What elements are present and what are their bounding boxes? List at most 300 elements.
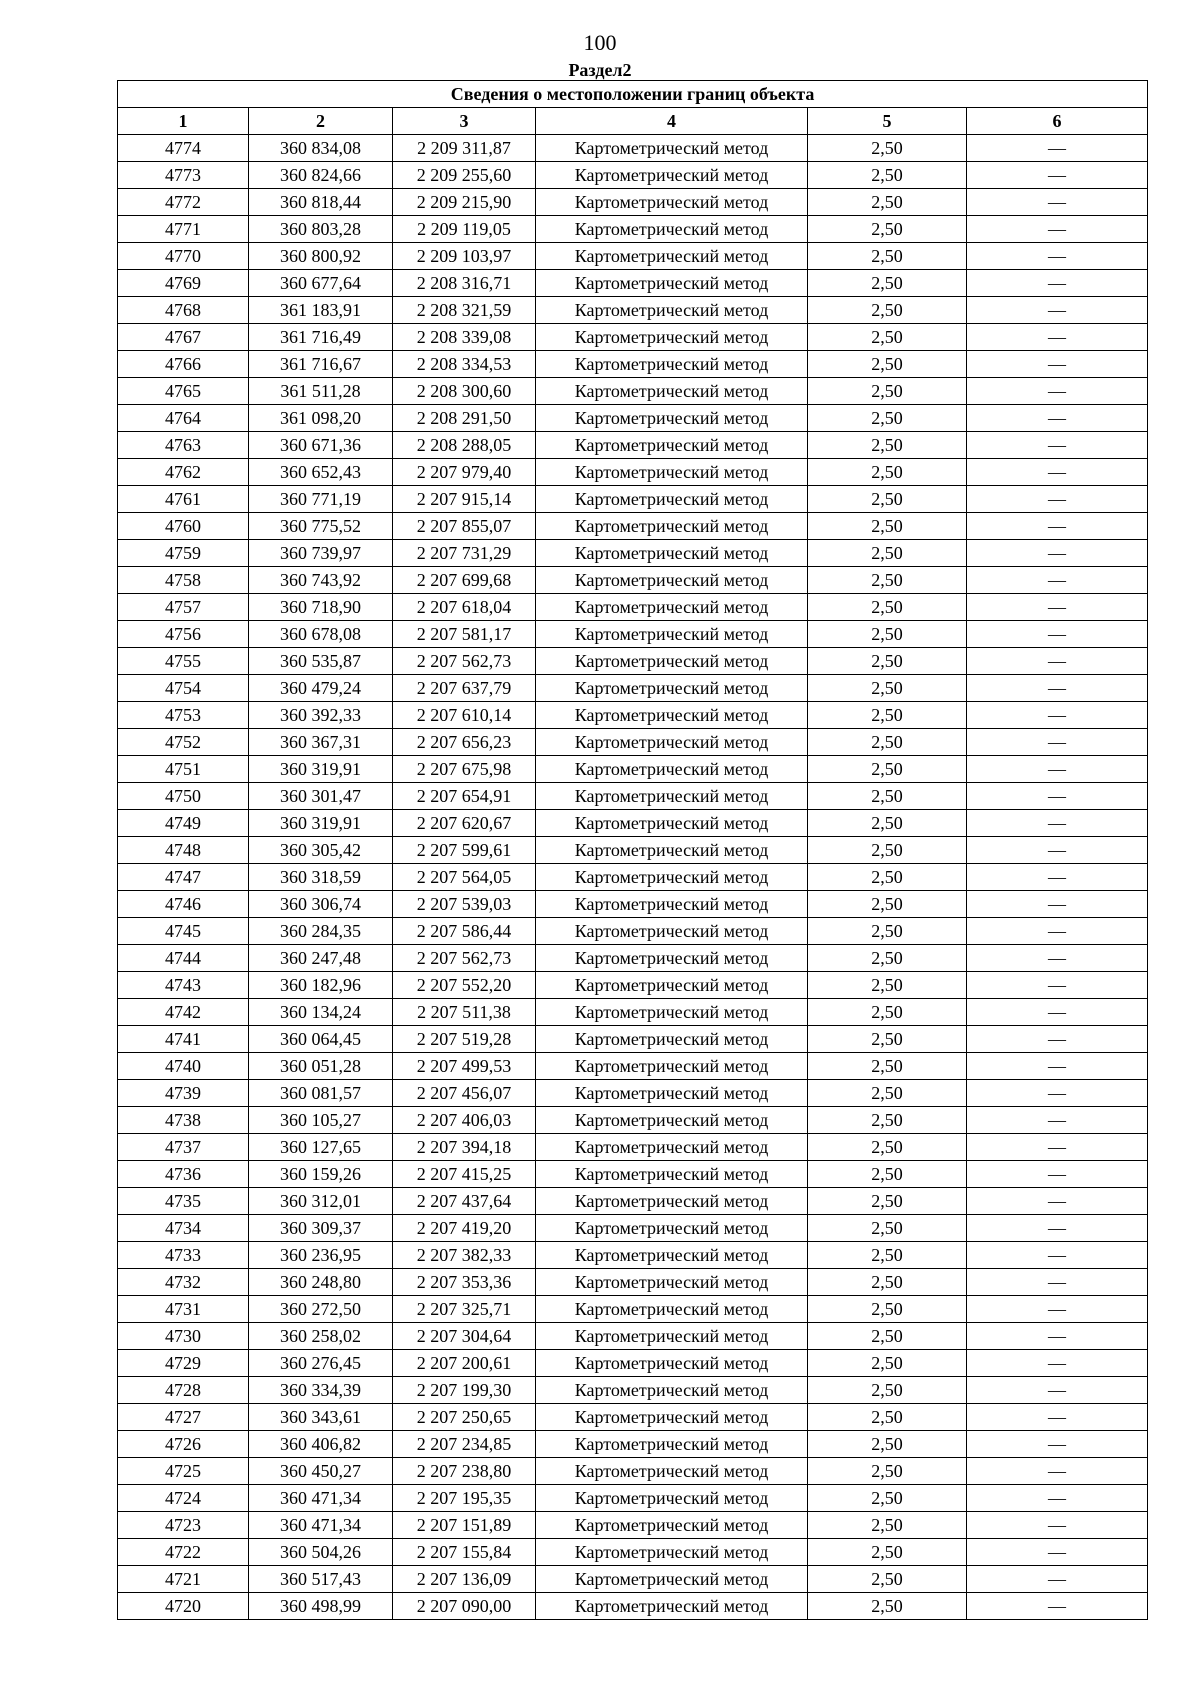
table-row [118,216,1148,243]
x-coordinate-cell: 360 159,26 [249,1161,393,1188]
method-cell: Картометрический метод [536,513,808,540]
method-cell: Картометрический метод [536,1107,808,1134]
x-coordinate-cell: 360 051,28 [249,1053,393,1080]
accuracy-cell: 2,50 [808,864,967,891]
accuracy-cell: 2,50 [808,756,967,783]
method-cell: Картометрический метод [536,702,808,729]
accuracy-cell: 2,50 [808,783,967,810]
point-number-cell: 4766 [118,351,249,378]
accuracy-cell: 2,50 [808,297,967,324]
point-number-cell: 4737 [118,1134,249,1161]
point-number-cell: 4750 [118,783,249,810]
point-number-cell: 4764 [118,405,249,432]
method-cell: Картометрический метод [536,567,808,594]
point-number-cell: 4761 [118,486,249,513]
point-number-cell: 4742 [118,999,249,1026]
column-number: 4 [536,108,808,135]
x-coordinate-cell: 360 306,74 [249,891,393,918]
table-row [118,1539,1148,1566]
point-number-cell: 4725 [118,1458,249,1485]
table-row [118,1242,1148,1269]
accuracy-cell: 2,50 [808,1215,967,1242]
accuracy-cell: 2,50 [808,1161,967,1188]
column-number: 2 [249,108,393,135]
y-coordinate-cell: 2 207 539,03 [393,891,536,918]
accuracy-cell: 2,50 [808,1080,967,1107]
point-number-cell: 4728 [118,1377,249,1404]
point-number-cell: 4773 [118,162,249,189]
point-number-cell: 4760 [118,513,249,540]
table-row [118,1269,1148,1296]
description-cell: — [967,1188,1148,1215]
table-row [118,1431,1148,1458]
accuracy-cell: 2,50 [808,918,967,945]
point-number-cell: 4767 [118,324,249,351]
accuracy-cell: 2,50 [808,1458,967,1485]
method-cell: Картометрический метод [536,405,808,432]
description-cell: — [967,432,1148,459]
x-coordinate-cell: 360 824,66 [249,162,393,189]
y-coordinate-cell: 2 207 519,28 [393,1026,536,1053]
table-row [118,1215,1148,1242]
description-cell: — [967,1485,1148,1512]
description-cell: — [967,1296,1148,1323]
accuracy-cell: 2,50 [808,513,967,540]
y-coordinate-cell: 2 207 586,44 [393,918,536,945]
table-row [118,675,1148,702]
accuracy-cell: 2,50 [808,135,967,162]
description-cell: — [967,378,1148,405]
description-cell: — [967,567,1148,594]
method-cell: Картометрический метод [536,1431,808,1458]
method-cell: Картометрический метод [536,1485,808,1512]
method-cell: Картометрический метод [536,1161,808,1188]
accuracy-cell: 2,50 [808,432,967,459]
y-coordinate-cell: 2 207 456,07 [393,1080,536,1107]
y-coordinate-cell: 2 207 731,29 [393,540,536,567]
method-cell: Картометрический метод [536,972,808,999]
accuracy-cell: 2,50 [808,972,967,999]
table-caption-row [118,81,1148,108]
x-coordinate-cell: 360 818,44 [249,189,393,216]
method-cell: Картометрический метод [536,162,808,189]
description-cell: — [967,1458,1148,1485]
x-coordinate-cell: 360 803,28 [249,216,393,243]
table-row [118,432,1148,459]
description-cell: — [967,891,1148,918]
point-number-cell: 4757 [118,594,249,621]
x-coordinate-cell: 360 739,97 [249,540,393,567]
y-coordinate-cell: 2 207 855,07 [393,513,536,540]
point-number-cell: 4770 [118,243,249,270]
x-coordinate-cell: 360 272,50 [249,1296,393,1323]
table-row [118,324,1148,351]
y-coordinate-cell: 2 208 321,59 [393,297,536,324]
method-cell: Картометрический метод [536,1377,808,1404]
x-coordinate-cell: 360 081,57 [249,1080,393,1107]
table-row [118,1323,1148,1350]
table-row [118,270,1148,297]
accuracy-cell: 2,50 [808,1242,967,1269]
table-row [118,999,1148,1026]
description-cell: — [967,1107,1148,1134]
method-cell: Картометрический метод [536,1134,808,1161]
y-coordinate-cell: 2 209 215,90 [393,189,536,216]
description-cell: — [967,999,1148,1026]
y-coordinate-cell: 2 207 250,65 [393,1404,536,1431]
point-number-cell: 4733 [118,1242,249,1269]
accuracy-cell: 2,50 [808,243,967,270]
method-cell: Картометрический метод [536,216,808,243]
point-number-cell: 4748 [118,837,249,864]
accuracy-cell: 2,50 [808,1377,967,1404]
x-coordinate-cell: 360 127,65 [249,1134,393,1161]
x-coordinate-cell: 361 511,28 [249,378,393,405]
description-cell: — [967,837,1148,864]
table-row [118,513,1148,540]
x-coordinate-cell: 360 343,61 [249,1404,393,1431]
y-coordinate-cell: 2 207 562,73 [393,648,536,675]
y-coordinate-cell: 2 207 304,64 [393,1323,536,1350]
x-coordinate-cell: 360 334,39 [249,1377,393,1404]
description-cell: — [967,864,1148,891]
point-number-cell: 4736 [118,1161,249,1188]
x-coordinate-cell: 360 392,33 [249,702,393,729]
description-cell: — [967,513,1148,540]
accuracy-cell: 2,50 [808,378,967,405]
description-cell: — [967,135,1148,162]
point-number-cell: 4758 [118,567,249,594]
description-cell: — [967,1323,1148,1350]
accuracy-cell: 2,50 [808,459,967,486]
table-row [118,189,1148,216]
table-row [118,1134,1148,1161]
table-row [118,486,1148,513]
accuracy-cell: 2,50 [808,999,967,1026]
method-cell: Картометрический метод [536,1512,808,1539]
description-cell: — [967,1566,1148,1593]
table-row [118,756,1148,783]
accuracy-cell: 2,50 [808,567,967,594]
accuracy-cell: 2,50 [808,1431,967,1458]
accuracy-cell: 2,50 [808,1350,967,1377]
accuracy-cell: 2,50 [808,162,967,189]
table-row [118,1026,1148,1053]
y-coordinate-cell: 2 209 119,05 [393,216,536,243]
y-coordinate-cell: 2 207 325,71 [393,1296,536,1323]
table-row [118,162,1148,189]
description-cell: — [967,702,1148,729]
x-coordinate-cell: 360 652,43 [249,459,393,486]
x-coordinate-cell: 360 535,87 [249,648,393,675]
method-cell: Картометрический метод [536,864,808,891]
x-coordinate-cell: 360 064,45 [249,1026,393,1053]
method-cell: Картометрический метод [536,810,808,837]
y-coordinate-cell: 2 207 415,25 [393,1161,536,1188]
accuracy-cell: 2,50 [808,945,967,972]
x-coordinate-cell: 360 318,59 [249,864,393,891]
method-cell: Картометрический метод [536,837,808,864]
x-coordinate-cell: 360 301,47 [249,783,393,810]
point-number-cell: 4735 [118,1188,249,1215]
point-number-cell: 4753 [118,702,249,729]
y-coordinate-cell: 2 207 618,04 [393,594,536,621]
description-cell: — [967,405,1148,432]
method-cell: Картометрический метод [536,1026,808,1053]
x-coordinate-cell: 361 716,49 [249,324,393,351]
description-cell: — [967,1512,1148,1539]
y-coordinate-cell: 2 207 419,20 [393,1215,536,1242]
table-row [118,243,1148,270]
y-coordinate-cell: 2 207 637,79 [393,675,536,702]
table-row [118,729,1148,756]
point-number-cell: 4726 [118,1431,249,1458]
accuracy-cell: 2,50 [808,1188,967,1215]
point-number-cell: 4730 [118,1323,249,1350]
accuracy-cell: 2,50 [808,1404,967,1431]
table-row [118,135,1148,162]
table-row [118,594,1148,621]
method-cell: Картометрический метод [536,486,808,513]
column-number: 6 [967,108,1148,135]
table-row [118,1593,1148,1620]
table-caption: Сведения о местоположении границ объекта [118,81,1148,108]
y-coordinate-cell: 2 207 090,00 [393,1593,536,1620]
accuracy-cell: 2,50 [808,1053,967,1080]
method-cell: Картометрический метод [536,135,808,162]
y-coordinate-cell: 2 207 238,80 [393,1458,536,1485]
method-cell: Картометрический метод [536,729,808,756]
point-number-cell: 4751 [118,756,249,783]
table-row [118,351,1148,378]
x-coordinate-cell: 360 236,95 [249,1242,393,1269]
description-cell: — [967,1161,1148,1188]
x-coordinate-cell: 360 450,27 [249,1458,393,1485]
method-cell: Картометрический метод [536,621,808,648]
y-coordinate-cell: 2 208 316,71 [393,270,536,297]
column-number-row [118,108,1148,135]
accuracy-cell: 2,50 [808,1593,967,1620]
y-coordinate-cell: 2 207 562,73 [393,945,536,972]
description-cell: — [967,648,1148,675]
description-cell: — [967,918,1148,945]
description-cell: — [967,1431,1148,1458]
description-cell: — [967,621,1148,648]
accuracy-cell: 2,50 [808,621,967,648]
table-row [118,1296,1148,1323]
x-coordinate-cell: 360 471,34 [249,1512,393,1539]
x-coordinate-cell: 360 775,52 [249,513,393,540]
point-number-cell: 4749 [118,810,249,837]
table-row [118,972,1148,999]
point-number-cell: 4772 [118,189,249,216]
x-coordinate-cell: 360 678,08 [249,621,393,648]
method-cell: Картометрический метод [536,1458,808,1485]
method-cell: Картометрический метод [536,243,808,270]
method-cell: Картометрический метод [536,756,808,783]
point-number-cell: 4774 [118,135,249,162]
point-number-cell: 4741 [118,1026,249,1053]
method-cell: Картометрический метод [536,270,808,297]
y-coordinate-cell: 2 207 979,40 [393,459,536,486]
table-row [118,783,1148,810]
y-coordinate-cell: 2 208 334,53 [393,351,536,378]
y-coordinate-cell: 2 207 581,17 [393,621,536,648]
y-coordinate-cell: 2 207 155,84 [393,1539,536,1566]
table-row [118,459,1148,486]
y-coordinate-cell: 2 207 656,23 [393,729,536,756]
description-cell: — [967,1026,1148,1053]
method-cell: Картометрический метод [536,1053,808,1080]
method-cell: Картометрический метод [536,1566,808,1593]
description-cell: — [967,1215,1148,1242]
method-cell: Картометрический метод [536,324,808,351]
point-number-cell: 4731 [118,1296,249,1323]
y-coordinate-cell: 2 207 499,53 [393,1053,536,1080]
y-coordinate-cell: 2 209 311,87 [393,135,536,162]
method-cell: Картометрический метод [536,675,808,702]
x-coordinate-cell: 360 834,08 [249,135,393,162]
method-cell: Картометрический метод [536,648,808,675]
table-row [118,1350,1148,1377]
y-coordinate-cell: 2 207 199,30 [393,1377,536,1404]
accuracy-cell: 2,50 [808,729,967,756]
x-coordinate-cell: 360 182,96 [249,972,393,999]
description-cell: — [967,1269,1148,1296]
accuracy-cell: 2,50 [808,189,967,216]
table-row [118,810,1148,837]
table-row [118,621,1148,648]
description-cell: — [967,486,1148,513]
method-cell: Картометрический метод [536,594,808,621]
description-cell: — [967,189,1148,216]
point-number-cell: 4765 [118,378,249,405]
method-cell: Картометрический метод [536,1188,808,1215]
accuracy-cell: 2,50 [808,1296,967,1323]
method-cell: Картометрический метод [536,297,808,324]
description-cell: — [967,810,1148,837]
description-cell: — [967,1134,1148,1161]
point-number-cell: 4747 [118,864,249,891]
x-coordinate-cell: 360 105,27 [249,1107,393,1134]
column-number: 3 [393,108,536,135]
method-cell: Картометрический метод [536,999,808,1026]
description-cell: — [967,270,1148,297]
y-coordinate-cell: 2 209 255,60 [393,162,536,189]
point-number-cell: 4768 [118,297,249,324]
table-row [118,378,1148,405]
x-coordinate-cell: 361 183,91 [249,297,393,324]
accuracy-cell: 2,50 [808,486,967,513]
accuracy-cell: 2,50 [808,1107,967,1134]
method-cell: Картометрический метод [536,1080,808,1107]
description-cell: — [967,1053,1148,1080]
x-coordinate-cell: 360 319,91 [249,756,393,783]
accuracy-cell: 2,50 [808,648,967,675]
description-cell: — [967,1350,1148,1377]
table-row [118,945,1148,972]
y-coordinate-cell: 2 207 599,61 [393,837,536,864]
y-coordinate-cell: 2 209 103,97 [393,243,536,270]
accuracy-cell: 2,50 [808,405,967,432]
y-coordinate-cell: 2 207 564,05 [393,864,536,891]
table-row [118,567,1148,594]
point-number-cell: 4734 [118,1215,249,1242]
x-coordinate-cell: 360 134,24 [249,999,393,1026]
description-cell: — [967,1593,1148,1620]
description-cell: — [967,1080,1148,1107]
method-cell: Картометрический метод [536,1539,808,1566]
y-coordinate-cell: 2 208 300,60 [393,378,536,405]
table-row [118,1485,1148,1512]
y-coordinate-cell: 2 207 675,98 [393,756,536,783]
table-row [118,1080,1148,1107]
accuracy-cell: 2,50 [808,702,967,729]
method-cell: Картометрический метод [536,1593,808,1620]
method-cell: Картометрический метод [536,540,808,567]
accuracy-cell: 2,50 [808,1026,967,1053]
point-number-cell: 4723 [118,1512,249,1539]
accuracy-cell: 2,50 [808,540,967,567]
point-number-cell: 4771 [118,216,249,243]
method-cell: Картометрический метод [536,945,808,972]
table-row [118,405,1148,432]
method-cell: Картометрический метод [536,1350,808,1377]
point-number-cell: 4722 [118,1539,249,1566]
y-coordinate-cell: 2 207 552,20 [393,972,536,999]
description-cell: — [967,459,1148,486]
x-coordinate-cell: 360 284,35 [249,918,393,945]
table-row [118,1188,1148,1215]
x-coordinate-cell: 360 504,26 [249,1539,393,1566]
accuracy-cell: 2,50 [808,675,967,702]
description-cell: — [967,243,1148,270]
x-coordinate-cell: 360 312,01 [249,1188,393,1215]
x-coordinate-cell: 360 671,36 [249,432,393,459]
accuracy-cell: 2,50 [808,1566,967,1593]
x-coordinate-cell: 360 319,91 [249,810,393,837]
table-row [118,1161,1148,1188]
x-coordinate-cell: 361 098,20 [249,405,393,432]
description-cell: — [967,216,1148,243]
y-coordinate-cell: 2 207 654,91 [393,783,536,810]
accuracy-cell: 2,50 [808,216,967,243]
table-row [118,864,1148,891]
accuracy-cell: 2,50 [808,594,967,621]
accuracy-cell: 2,50 [808,1323,967,1350]
point-number-cell: 4754 [118,675,249,702]
y-coordinate-cell: 2 207 234,85 [393,1431,536,1458]
table-body [118,135,1148,1620]
y-coordinate-cell: 2 207 151,89 [393,1512,536,1539]
x-coordinate-cell: 360 743,92 [249,567,393,594]
point-number-cell: 4746 [118,891,249,918]
description-cell: — [967,945,1148,972]
description-cell: — [967,324,1148,351]
point-number-cell: 4769 [118,270,249,297]
method-cell: Картометрический метод [536,1242,808,1269]
y-coordinate-cell: 2 207 136,09 [393,1566,536,1593]
description-cell: — [967,675,1148,702]
accuracy-cell: 2,50 [808,810,967,837]
point-number-cell: 4721 [118,1566,249,1593]
table-row [118,1512,1148,1539]
y-coordinate-cell: 2 208 291,50 [393,405,536,432]
description-cell: — [967,1404,1148,1431]
method-cell: Картометрический метод [536,1269,808,1296]
y-coordinate-cell: 2 207 511,38 [393,999,536,1026]
y-coordinate-cell: 2 207 437,64 [393,1188,536,1215]
